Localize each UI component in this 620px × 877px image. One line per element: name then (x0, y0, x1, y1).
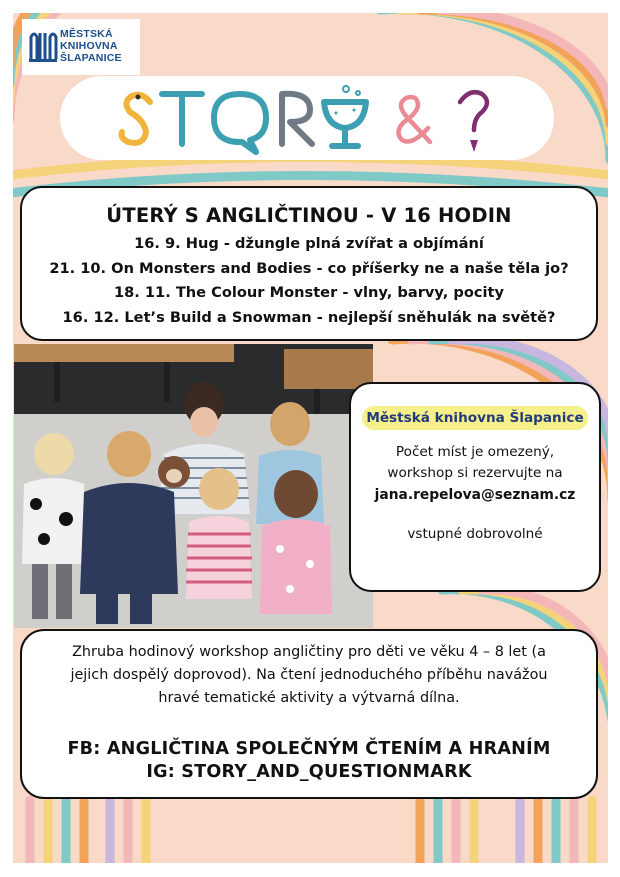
instagram-handle: IG: STORY_AND_QUESTIONMARK (146, 762, 472, 782)
logo-line-3: ŠLAPANICE (60, 52, 122, 64)
workshop-photo (14, 344, 373, 628)
info-line: Počet míst je omezený, (395, 444, 555, 460)
description-line: jejich dospělý doprovod). Na čtení jednoduchého příběhu navážou (70, 667, 548, 683)
title-letter-r (282, 94, 312, 144)
facebook-handle: FB: ANGLIČTINA SPOLEČNÝM ČTENÍM A HRANÍM (67, 739, 551, 759)
info-line: workshop si rezervujte na (387, 465, 563, 481)
title-letter-o (214, 94, 266, 152)
schedule-item: 18. 11. The Colour Monster - vlny, barvy, pocity (113, 284, 505, 301)
schedule-heading: ÚTERÝ S ANGLIČTINOU - V 16 HODIN (106, 204, 512, 227)
title-letter-s (122, 95, 150, 143)
description-panel (20, 629, 598, 799)
schedule-item: 21. 10. On Monsters and Bodies - co příšerky ne a naše těla jo? (49, 259, 569, 277)
logo-line-2: KNIHOVNA (60, 40, 118, 52)
description-line: hravé tematické aktivity a výtvarná dílna. (158, 690, 460, 706)
reservation-note (351, 442, 599, 484)
description-text (40, 641, 578, 710)
description-line: Zhruba hodinový workshop angličtiny pro děti ve věku 4 – 8 let (a (72, 644, 546, 660)
library-name: Městská knihovna Šlapanice (362, 406, 587, 430)
library-logo (22, 19, 140, 75)
schedule-item: 16. 9. Hug - džungle plná zvířat a objímání (134, 235, 484, 252)
info-panel (349, 382, 601, 592)
entry-fee-note: vstupné dobrovolné (407, 526, 543, 542)
schedule-panel (20, 186, 598, 341)
social-handles (22, 738, 596, 784)
schedule-item: 16. 12. Let’s Build a Snowman - nejlepší sněhulák na světě? (62, 308, 556, 326)
title-ampersand (398, 97, 430, 142)
schedule-list (22, 232, 596, 330)
library-building-icon (28, 28, 58, 62)
title-letter-y (324, 102, 366, 146)
logo-line-1: MĚSTSKÁ (60, 28, 113, 40)
logo-text (60, 28, 122, 64)
title-question-mark (460, 92, 487, 130)
title-letter-t (162, 94, 202, 144)
contact-email-link[interactable]: jana.repelova@seznam.cz (374, 487, 576, 503)
story-title-logo (110, 80, 510, 160)
